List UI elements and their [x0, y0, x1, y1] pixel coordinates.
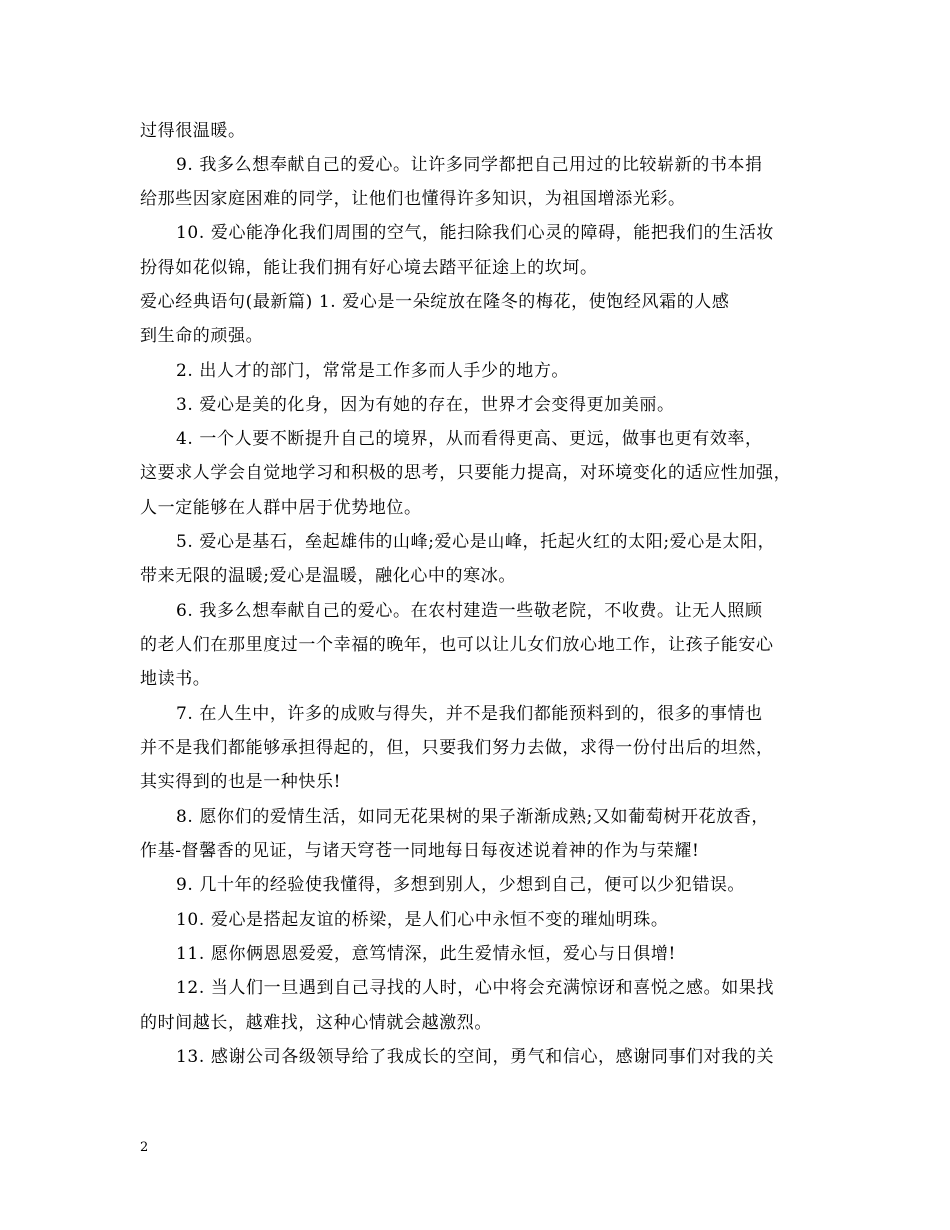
text-line: 11. 愿你俩恩恩爱爱，意笃情深，此生爱情永恒，爱心与日俱增! [176, 944, 676, 964]
text-line: 这要求人学会自觉地学习和积极的思考，只要能力提高，对环境变化的适应性加强， [140, 463, 792, 483]
text-line: 给那些因家庭困难的同学，让他们也懂得许多知识，为祖国增添光彩。 [140, 189, 686, 209]
text-line: 13. 感谢公司各级领导给了我成长的空间，勇气和信心，感谢同事们对我的关 [176, 1047, 775, 1067]
text-line: 10. 爱心能净化我们周围的空气，能扫除我们心灵的障碍，能把我们的生活妆 [176, 223, 775, 243]
text-line: 人一定能够在人群中居于优势地位。 [140, 498, 422, 518]
text-line: 6. 我多么想奉献自己的爱心。在农村建造一些敬老院，不收费。让无人照顾 [176, 601, 763, 621]
text-line: 10. 爱心是搭起友谊的桥梁，是人们心中永恒不变的璀灿明珠。 [176, 910, 669, 930]
text-line: 4. 一个人要不断提升自己的境界，从而看得更高、更远，做事也更有效率， [176, 429, 763, 449]
text-line: 3. 爱心是美的化身，因为有她的存在，世界才会变得更加美丽。 [176, 395, 675, 415]
text-line: 其实得到的也是一种快乐! [140, 772, 342, 792]
text-line: 的时间越长，越难找，这种心情就会越激烈。 [140, 1013, 492, 1033]
text-line: 9. 几十年的经验使我懂得，多想到别人，少想到自己，便可以少犯错误。 [176, 875, 746, 895]
text-line: 带来无限的温暖;爱心是温暖，融化心中的寒冰。 [140, 566, 516, 586]
text-line: 2. 出人才的部门，常常是工作多而人手少的地方。 [176, 361, 570, 381]
text-line: 过得很温暖。 [140, 121, 246, 141]
text-line: 12. 当人们一旦遇到自己寻找的人时，心中将会充满惊讶和喜悦之感。如果找 [176, 978, 775, 998]
text-line: 7. 在人生中，许多的成败与得失，并不是我们都能预料到的，很多的事情也 [176, 704, 763, 724]
text-line: 并不是我们都能够承担得起的，但，只要我们努力去做，求得一份付出后的坦然， [140, 738, 774, 758]
text-line: 9. 我多么想奉献自己的爱心。让许多同学都把自己用过的比较崭新的书本捐 [176, 155, 763, 175]
text-line: 扮得如花似锦，能让我们拥有好心境去踏平征途上的坎坷。 [140, 258, 598, 278]
section-heading-line: 爱心经典语句(最新篇) 1. 爱心是一朵绽放在隆冬的梅花，使饱经风霜的人感 [140, 292, 730, 312]
text-line: 地读书。 [140, 669, 211, 689]
text-line: 的老人们在那里度过一个幸福的晚年，也可以让儿女们放心地工作，让孩子能安心 [140, 635, 774, 655]
text-line: 到生命的顽强。 [140, 326, 264, 346]
text-line: 5. 爱心是基石，垒起雄伟的山峰;爱心是山峰，托起火红的太阳;爱心是太阳， [176, 532, 776, 552]
page-number: 2 [140, 1140, 149, 1155]
text-line: 8. 愿你们的爱情生活，如同无花果树的果子渐渐成熟;又如葡萄树开花放香， [176, 807, 769, 827]
text-line: 作基-督馨香的见证，与诸天穹苍一同地每日每夜述说着神的作为与荣耀! [140, 841, 700, 861]
